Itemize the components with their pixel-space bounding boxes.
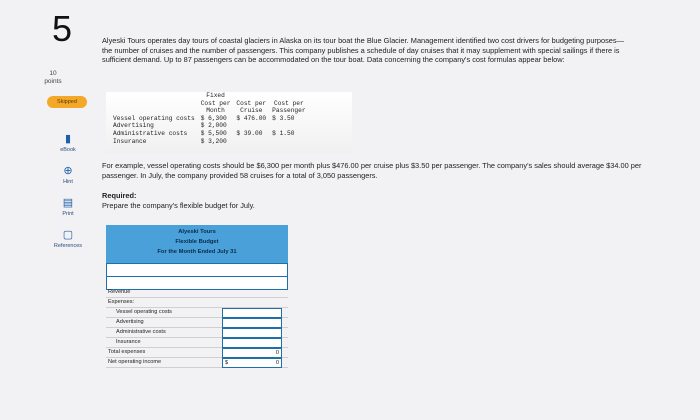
net-income-label: Net operating income	[108, 359, 162, 365]
row-label: Advertising	[113, 122, 154, 130]
example-text: For example, vessel operating costs should be $6,300 per month plus $476.00 per cruise plus $3.50 per passenger. The company's sales should average $34.00 per passenger. In July, the company provided 58 cruises for a total of 3,050 passengers.	[102, 161, 642, 180]
dollar-sign: $	[225, 360, 229, 366]
flexible-budget-lines	[106, 288, 288, 368]
revenue-label: Revenue	[108, 289, 131, 295]
passenger-cost: $ 3.50	[272, 114, 295, 122]
print-label: Print	[62, 211, 74, 217]
points-indicator	[38, 70, 68, 86]
printer-icon: ▤	[62, 197, 74, 209]
passenger-cost: $ 1.50	[272, 129, 295, 137]
cruise-cost: $ 39.00	[236, 129, 263, 137]
budget-company: Alyeski Tours	[178, 229, 216, 235]
fixed-cost: $ 3,200	[200, 137, 227, 145]
cruise-cost	[233, 138, 269, 146]
budget-period: For the Month Ended July 31	[157, 249, 237, 255]
net-income-value: 0	[275, 360, 279, 366]
insurance-label: Insurance	[116, 339, 141, 345]
header-cruise-line2: Cruise	[240, 107, 263, 115]
cruise-cost	[233, 122, 269, 130]
passenger-cost	[269, 138, 308, 146]
globe-icon: ⊕	[63, 165, 73, 177]
header-passenger-line2: Passenger	[272, 107, 306, 115]
admin-amount-input[interactable]	[222, 328, 282, 338]
book-icon: ▮	[64, 133, 72, 145]
table-row	[110, 138, 309, 146]
ebook-button[interactable]	[48, 134, 88, 153]
cost-formula-table	[106, 92, 352, 154]
row-label: Administrative costs	[113, 129, 188, 137]
vessel-amount-input[interactable]	[222, 308, 282, 318]
list-item	[106, 288, 288, 298]
list-item	[106, 308, 288, 318]
row-label: Vessel operating costs	[113, 114, 195, 122]
fixed-cost: $ 2,000	[200, 122, 227, 130]
print-button[interactable]	[48, 198, 88, 217]
passenger-cost	[269, 122, 308, 130]
list-item	[106, 338, 288, 348]
admin-label: Administrative costs	[116, 329, 166, 335]
total-expenses-value: 0	[275, 350, 279, 356]
points-value: 10	[49, 70, 57, 77]
header-fixed-line2: Cost per	[200, 99, 231, 107]
header-input-row[interactable]	[106, 263, 288, 277]
required-text: Prepare the company's flexible budget for July.	[102, 200, 255, 210]
question-number: 5	[52, 8, 73, 49]
insurance-amount-input[interactable]	[222, 338, 282, 348]
header-cruise-line1: Cost per	[236, 99, 267, 107]
table-row	[110, 115, 309, 123]
net-income-cell	[222, 358, 282, 368]
row-label: Insurance	[113, 137, 147, 145]
question-intro: Alyeski Tours operates day tours of coastal glaciers in Alaska on its tour boat the Blue Glacier. Management identified two cost drivers for budgeting purposes—the number of cruises and the number of passengers. This company publishes a schedule of day cruises that it may supplement with special sailings if there is sufficient demand. Up to 87 passengers can be accommodated on the tour boat. Data concerning the company's cost formulas appear below:	[102, 36, 625, 65]
points-label: points	[44, 78, 62, 85]
cruise-cost: $ 476.00	[236, 114, 267, 122]
required-section	[102, 191, 255, 210]
table-row	[110, 130, 309, 138]
total-expenses-cell	[222, 348, 282, 358]
document-icon: ▢	[62, 229, 74, 241]
vessel-label: Vessel operating costs	[116, 309, 172, 315]
table-row	[110, 122, 309, 130]
ebook-label: eBook	[60, 147, 76, 153]
fixed-cost: $ 6,300	[200, 114, 227, 122]
required-label: Required:	[102, 191, 137, 200]
references-button[interactable]	[48, 230, 88, 249]
expenses-label: Expenses:	[108, 299, 135, 305]
advertising-label: Advertising	[116, 319, 144, 325]
total-expenses-label: Total expenses	[108, 349, 146, 355]
fixed-cost: $ 5,500	[200, 129, 227, 137]
references-label: References	[53, 243, 83, 249]
header-passenger-line1: Cost per	[273, 99, 304, 107]
status-badge: Skipped	[47, 96, 87, 108]
advertising-amount-input[interactable]	[222, 318, 282, 328]
budget-title: Flexible Budget	[175, 239, 219, 245]
flexible-budget-header	[106, 225, 288, 290]
list-item	[106, 328, 288, 338]
list-item	[106, 358, 288, 368]
list-item	[106, 348, 288, 358]
list-item	[106, 318, 288, 328]
hint-button[interactable]	[48, 166, 88, 185]
hint-label: Hint	[63, 179, 73, 185]
header-fixed-line1: Fixed	[206, 92, 225, 99]
header-fixed-line3: Month	[206, 107, 225, 115]
list-item	[106, 298, 288, 308]
